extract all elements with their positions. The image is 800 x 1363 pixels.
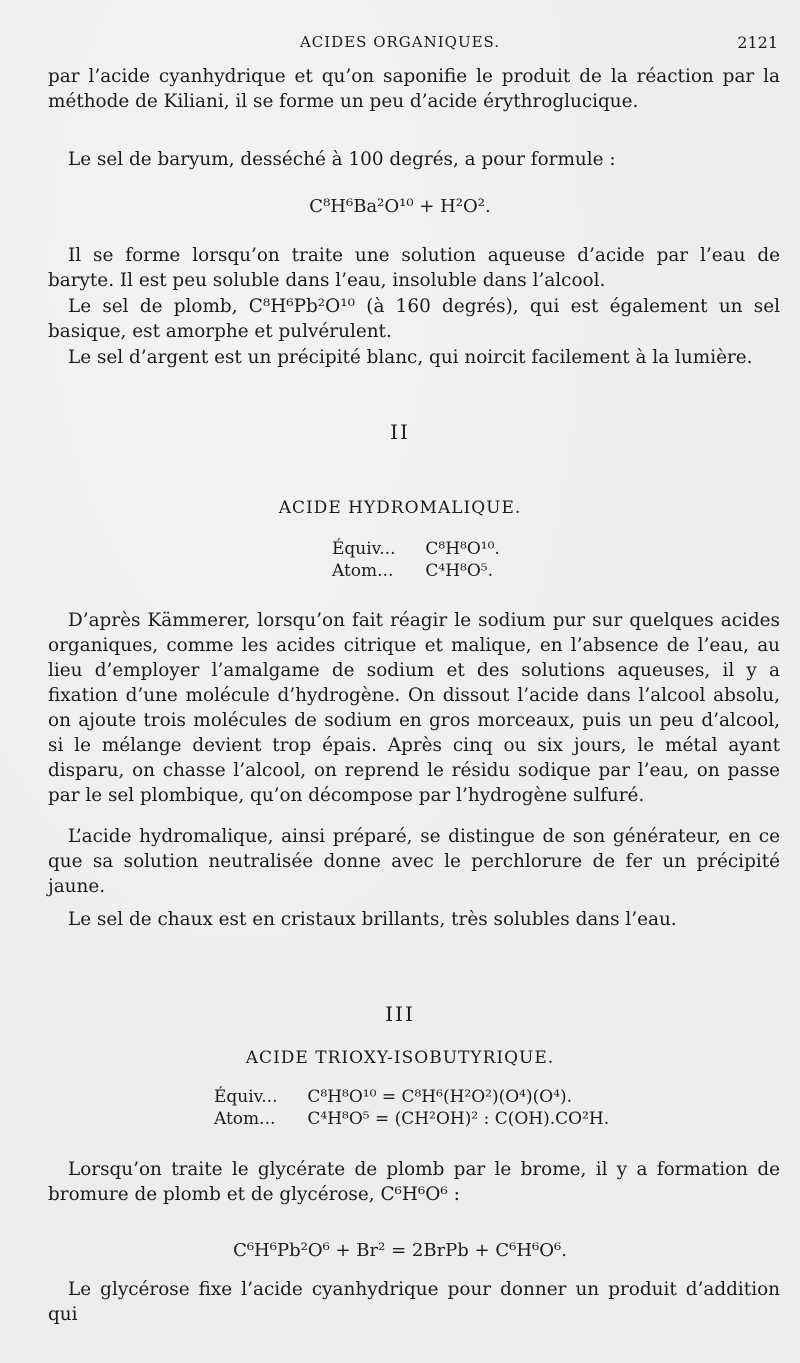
paragraph-acide-hydromalique: L’acide hydromalique, ainsi préparé, se distingue de son générateur, en ce que sa solution neutralisée donne avec le perchlorure de fer un précipité jaune. [48,826,780,897]
paragraph-sel-argent: Le sel d’argent est un précipité blanc, qui noircit facilement à la lumière. [68,347,753,368]
section-number-iii: III [385,1002,415,1026]
atom-label: Atom... [332,561,394,581]
running-title: ACIDES ORGANIQUES. [299,33,501,51]
equiv-label: Équiv... [332,539,396,559]
paragraph-kiliani: par l’acide cyanhydrique et qu’on saponifie le produit de la réaction par la méthode de Kiliani, il se forme un peu d’acide érythroglucique. [48,66,780,112]
paragraph-glycerose: Le glycérose fixe l’acide cyanhydrique pour donner un produit d’addition qui [48,1279,780,1325]
section-title-trioxy-isobutyrique: ACIDE TRIOXY-ISOBUTYRIQUE. [245,1048,555,1068]
formula-block-trioxy [214,1086,609,1130]
paragraph-sel-baryum: Le sel de baryum, desséché à 100 degrés, a pour formule : [68,149,616,170]
page-number: 2121 [737,33,778,52]
atom-label: Atom... [214,1109,276,1129]
atom-formula: C⁴H⁸O⁵. [425,561,494,581]
atom-formula: C⁴H⁸O⁵ = (CH²OH)² : C(OH).CO²H. [307,1109,610,1129]
equiv-formula: C⁸H⁸O¹⁰. [425,539,500,559]
page-header [0,33,800,57]
paragraph-kammerer: D’après Kämmerer, lorsqu’on fait réagir le sodium pur sur quelques acides organiques, comme les acides citrique et malique, en l’absence de l’eau, au lieu d’employer l’amalgame de sodium et des solutions aqueuses, il y a fixation d’une molécule d’hydrogène. On dissout l’acide dans l’alcool absolu, on ajoute trois molécules de sodium en gros morceaux, puis un peu d’alcool, si le mélange devient trop épais. Après cinq ou six jours, le métal ayant disparu, on chasse l’alcool, on reprend le résidu sodique par l’eau, on passe par le sel plombique, qu’on décompose par l’hydrogène sulfuré. [48,610,780,806]
formula-glycerose: C⁶H⁶Pb²O⁶ + Br² = 2BrPb + C⁶H⁶O⁶. [233,1240,567,1261]
section-number-ii: II [390,420,410,444]
paragraph-sel-chaux: Le sel de chaux est en cristaux brillants, très solubles dans l’eau. [68,909,677,930]
equiv-formula: C⁸H⁸O¹⁰ = C⁸H⁶(H²O²)(O⁴)(O⁴). [307,1087,573,1107]
section-title-hydromalique: ACIDE HYDROMALIQUE. [278,498,522,518]
formula-block-hydromalique [332,538,500,582]
paragraph-glycerate: Lorsqu’on traite le glycérate de plomb par le brome, il y a formation de bromure de plomb et de glycérose, C⁶H⁶O⁶ : [48,1159,780,1205]
paragraph-sel-plomb: Le sel de plomb, C⁸H⁶Pb²O¹⁰ (à 160 degrés), qui est également un sel basique, est amorphe et pulvérulent. [48,296,780,342]
equiv-label: Équiv... [214,1087,278,1107]
paragraph-baryte: Il se forme lorsqu’on traite une solution aqueuse d’acide par l’eau de baryte. Il est peu soluble dans l’eau, insoluble dans l’alcool. [48,245,780,291]
formula-sel-baryum: C⁸H⁶Ba²O¹⁰ + H²O². [309,196,491,217]
